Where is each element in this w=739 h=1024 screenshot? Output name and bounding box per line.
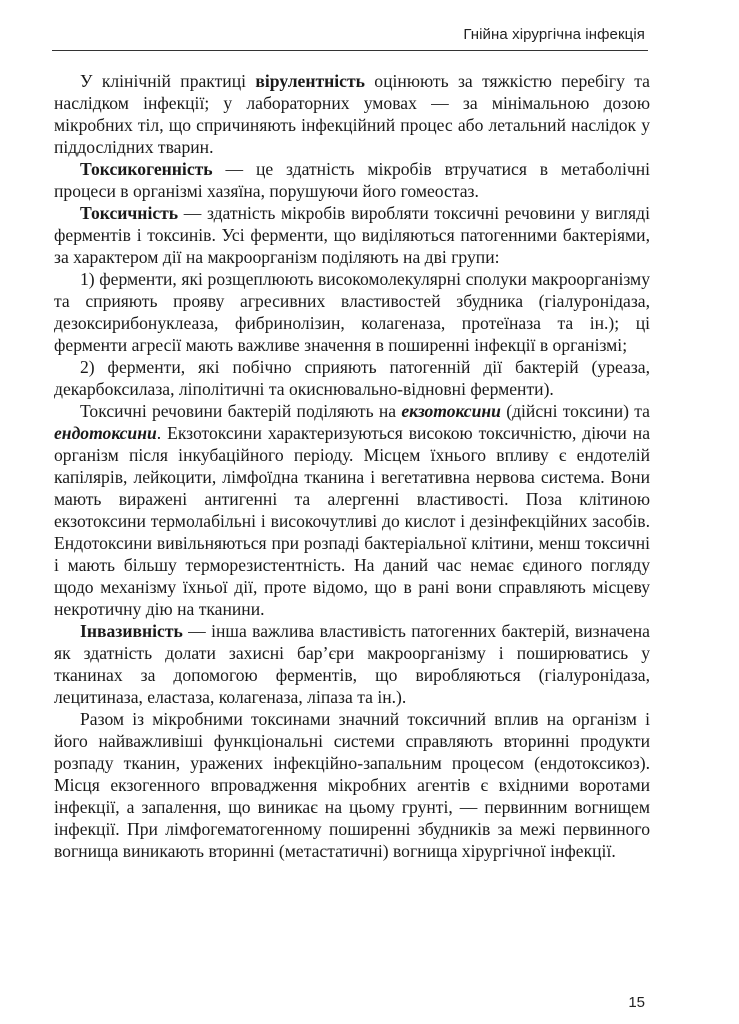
body-text (54, 70, 650, 862)
paragraph-endotoxicosis: Разом із мікробними токсинами значний токсичний вплив на організм і його найважливіші функціональні системи справляють вторинні продукти розпаду тканин, уражених інфекційно-запальним процесом (ендотоксикоз). Місця екзогенного впровадження мікробних агентів є вхідними воротами інфекції, а запалення, що виникає на цьому грунті, — первинним вогнищем інфекції. При лімфогематогенному поширенні збудників за межі первинного вогнища виникають вторинні (метастатичні) вогнища хірургічної інфекції. (54, 709, 650, 861)
paragraph-toxins (54, 400, 650, 620)
paragraph-text: Токсичні речовини бактерій поділяють на (80, 401, 402, 421)
paragraph-virulence (54, 70, 650, 158)
paragraph-text: оцінюють за тяжкістю перебігу та наслідком інфекції; у лабораторних умовах — за мінімальною дозою мікробних тіл, що спричиняють інфекційний процес або летальний наслідок у піддослідних тварин. (54, 71, 650, 157)
term-toxicity: Токсичність (80, 203, 179, 223)
term-exotoxins: екзотоксини (401, 401, 501, 421)
running-header: Гнійна хірургічна інфекція (463, 26, 645, 43)
paragraph-toxicity (54, 202, 650, 268)
list-item-enzymes-1: 1) ферменти, які розщеплюють високомолекулярні сполуки макроорганізму та сприяють прояву агресивних властивостей збудника (гіалуронідаза, дезоксирибонуклеаза, фибринолізин, колагеназа, протеїназа та ін.); ці ферменти агресії мають важливе значення в поширенні інфекції в організмі; (54, 269, 650, 355)
list-item-enzymes-2: 2) ферменти, які побічно сприяють патогенній дії бактерій (уреаза, декарбоксилаза, ліполітичні та окиснювально-відновні ферменти). (54, 357, 650, 399)
paragraph-text: — це здатність мікробів втручатися в метаболічні процеси в організмі хазяїна, порушуючи його гомеостаз. (54, 159, 650, 201)
term-endotoxins: ендотоксини (54, 423, 157, 443)
page-number: 15 (628, 994, 645, 1011)
paragraph-text: . Екзотоксини характеризуються високою токсичністю, діючи на організм після інкубаційного періоду. Місцем їхнього впливу є ендотелій капілярів, лейкоцити, лімфоїдна тканина і вегетативна нервова система. Вони мають виражені антигенні та алергенні властивості. Поза клітиною екзотоксини термолабільні і високочутливі до кислот і дезінфекційних засобів. Ендотоксини вивільняються при розпаді бактеріальної клітини, менш токсичні і мають більшу терморезистентність. На даний час немає єдиного погляду щодо механізму їхньої дії, проте відомо, що в рані вони справляють місцеву некротичну дію на тканини. (54, 423, 650, 619)
paragraph-toxigenicity (54, 158, 650, 202)
paragraph-text: (дійсні токсини) та (500, 401, 650, 421)
term-invasiveness: Інвазивність (80, 621, 183, 641)
paragraph-text: — здатність мікробів виробляти токсичні речовини у вигляді ферментів і токсинів. Усі ферменти, що виділяються патогенними бактеріями, за характером дії на макроорганізм поділяють на дві групи: (54, 203, 650, 267)
header-rule (52, 50, 648, 51)
paragraph-text: — інша важлива властивість патогенних бактерій, визначена як здатність долати захисні бар’єри макроорганізму і поширюватись у тканинах за допомогою ферментів, що виробляються (гіалуронідаза, лецитиназа, еластаза, колагеназа, ліпаза та ін.). (54, 621, 650, 707)
paragraph-text: У клінічній практиці (80, 71, 256, 91)
term-toxigenicity: Токсикогенність (80, 159, 213, 179)
term-virulence: вірулентність (255, 71, 365, 91)
paragraph-invasiveness (54, 620, 650, 708)
